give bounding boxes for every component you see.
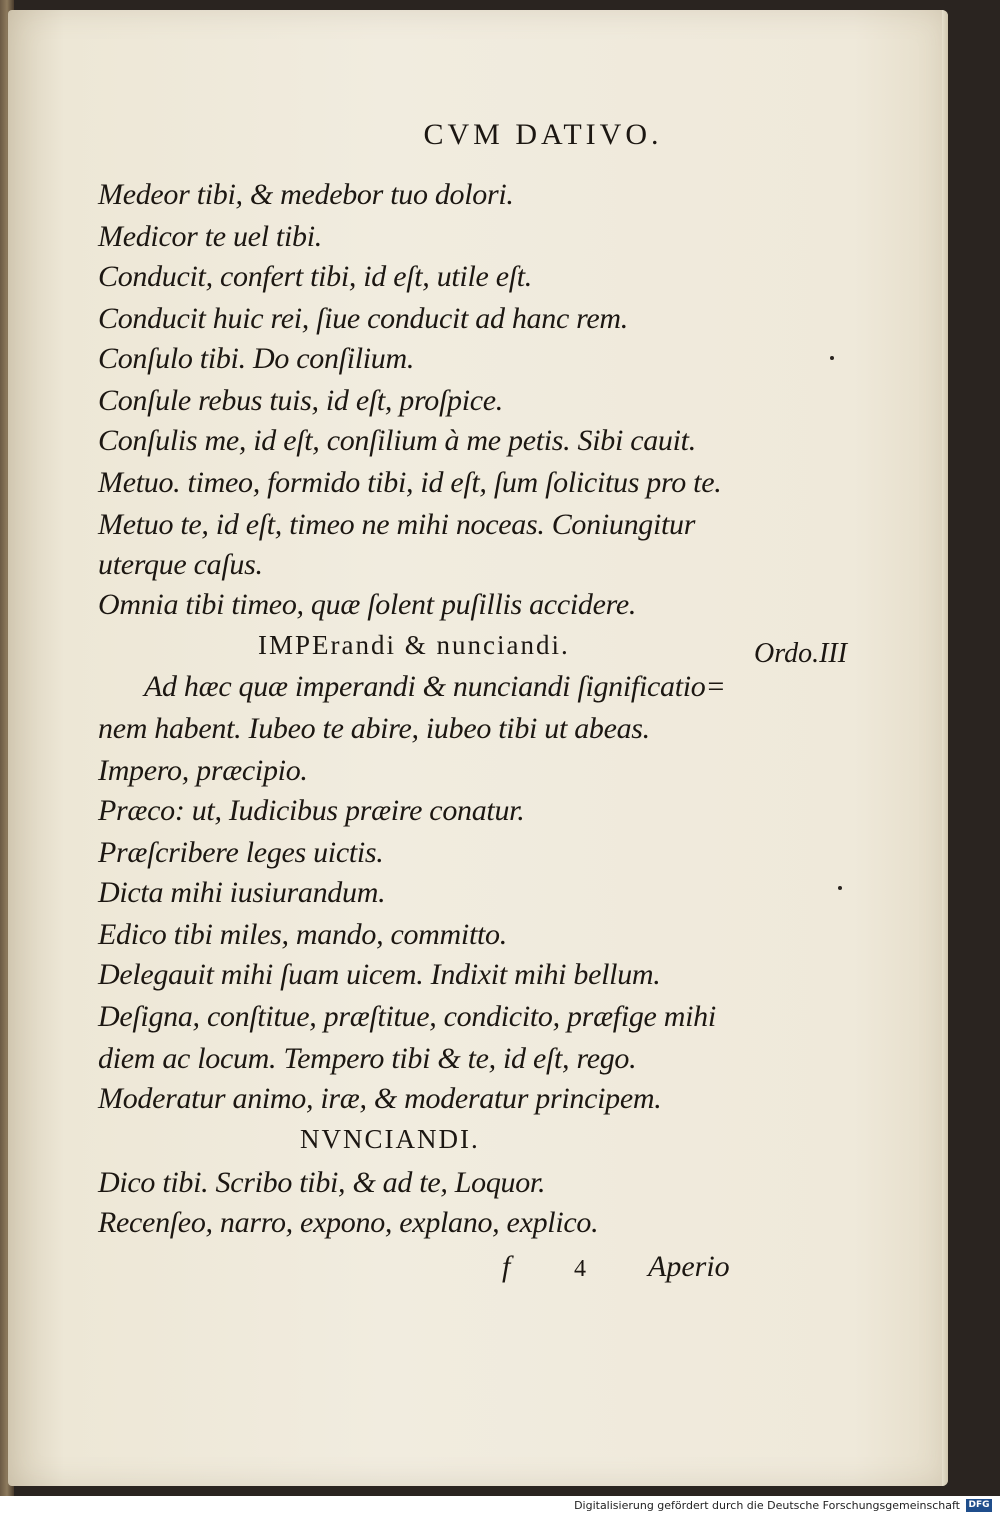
signature-number: 4 (574, 1256, 586, 1282)
text-line: Dico tibi. Scribo tibi, & ad te, Loquor. (98, 1166, 546, 1199)
ink-speck (838, 886, 842, 890)
text-line: Impero, præcipio. (98, 754, 308, 787)
dfg-logo-icon: DFG (966, 1499, 992, 1512)
text-line: Conſulo tibi. Do conſilium. (98, 342, 415, 375)
footer-credit: Digitalisierung gefördert durch die Deutsche Forschungsgemeinschaft (574, 1499, 960, 1512)
signature-mark: f (502, 1250, 511, 1283)
text-line: nem habent. Iubeo te abire, iubeo tibi ut abeas. (98, 712, 650, 745)
text-line: Recenſeo, narro, expono, explano, explico. (98, 1206, 599, 1239)
text-line: diem ac locum. Tempero tibi & te, id eſt, rego. (98, 1042, 637, 1075)
text-line: Omnia tibi timeo, quæ ſolent puſillis accidere. (98, 588, 637, 621)
running-head: CVM DATIVO. (423, 118, 663, 151)
text-line: Medeor tibi, & medebor tuo dolori. (98, 178, 514, 211)
margin-note: Ordo.III (754, 638, 848, 669)
ink-speck (830, 356, 834, 360)
text-line: Conſule rebus tuis, id eſt, proſpice. (98, 384, 503, 417)
text-line: Conſulis me, id eſt, conſilium à me petis. Sibi cauit. (98, 424, 696, 457)
section-head-nunciandi: NVNCIANDI. (300, 1124, 480, 1154)
text-line: uterque caſus. (98, 548, 263, 581)
text-line: Dicta mihi iusiurandum. (98, 876, 386, 909)
text-line: Præco: ut, Iudicibus præire conatur. (98, 794, 525, 827)
text-line: Edico tibi miles, mando, committo. (98, 918, 507, 951)
text-line: Ad hæc quæ imperandi & nunciandi ſignificatio= (144, 670, 726, 703)
text-line: Medicor te uel tibi. (98, 220, 322, 253)
page-edge (942, 10, 948, 1486)
digitization-footer (0, 1496, 1000, 1516)
book-page (8, 10, 948, 1486)
text-line: Conducit, confert tibi, id eſt, utile eſt. (98, 260, 533, 293)
text-line: Metuo. timeo, formido tibi, id eſt, ſum ſolicitus pro te. (98, 466, 722, 499)
text-line: Præſcribere leges uictis. (98, 836, 384, 869)
text-line: Moderatur animo, iræ, & moderatur principem. (98, 1082, 662, 1115)
section-head-imperandi: IMPErandi & nunciandi. (258, 630, 570, 660)
text-line: Metuo te, id eſt, timeo ne mihi noceas. Coniungitur (98, 508, 696, 541)
text-line: Conducit huic rei, ſiue conducit ad hanc rem. (98, 302, 629, 335)
text-line: Deſigna, conſtitue, præſtitue, condicito, præfige mihi (98, 1000, 716, 1033)
catchword: Aperio (648, 1250, 730, 1283)
text-line: Delegauit mihi ſuam uicem. Indixit mihi bellum. (98, 958, 661, 991)
